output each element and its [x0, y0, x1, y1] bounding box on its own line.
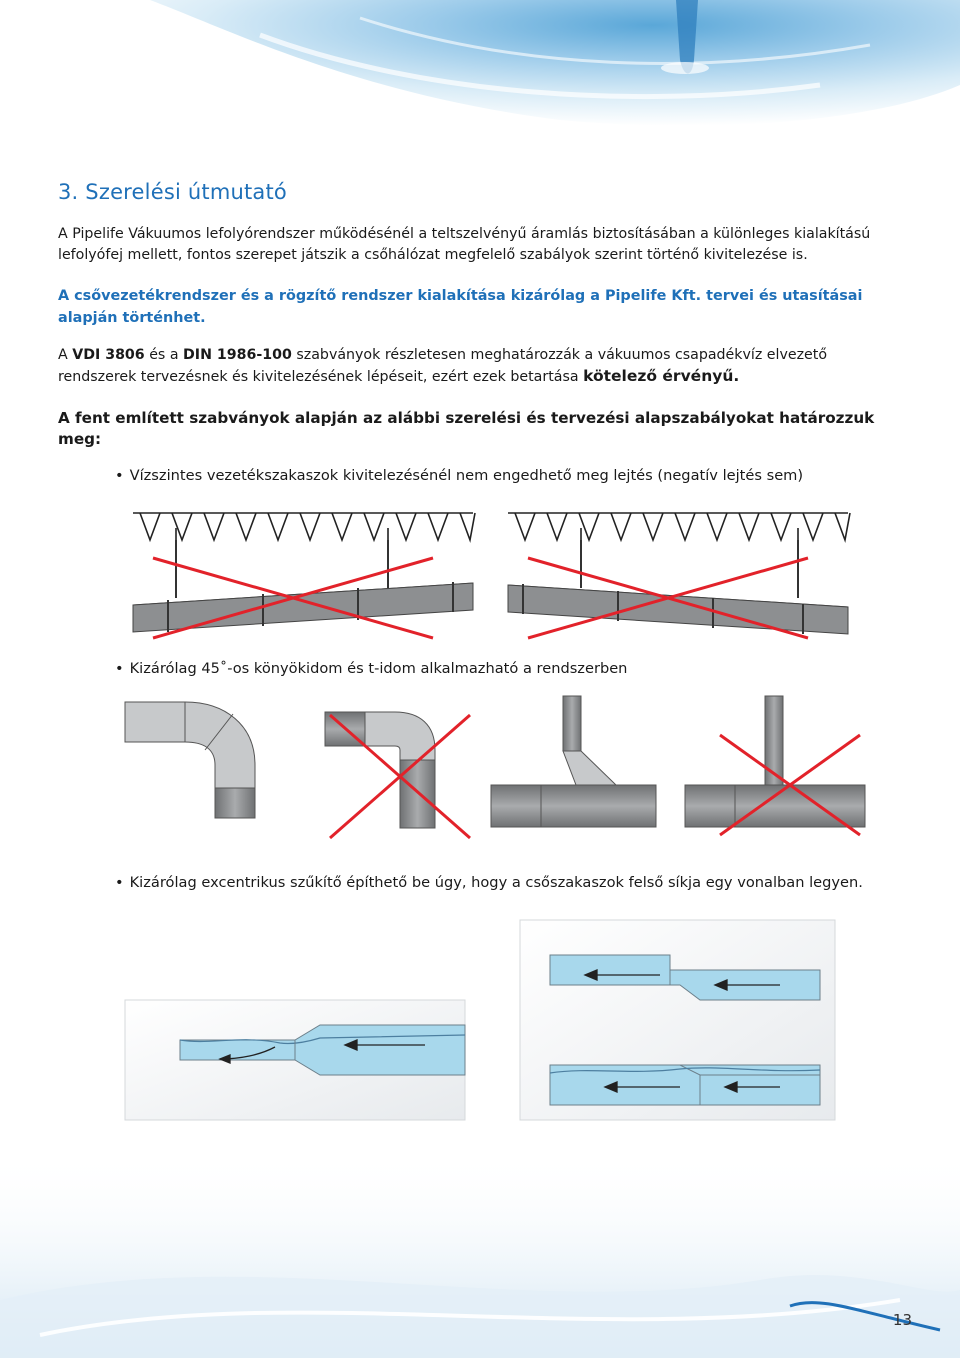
- highlight-paragraph: A csővezetékrendszer és a rögzítő rendszer kialakítása kizárólag a Pipelife Kft. tervei és utasításai alapján történhet.: [58, 288, 863, 326]
- bullet-text: Kizárólag 45˚-os könyökidom és t-idom alkalmazható a rendszerben: [129, 660, 628, 677]
- pipe-left: [133, 583, 473, 632]
- fitting-diagrams: [125, 690, 875, 840]
- tee-45-correct: [491, 696, 656, 827]
- vdi-standard: VDI 3806: [72, 347, 145, 363]
- elbow-90-incorrect: [325, 712, 470, 838]
- reducer-diagrams: [120, 915, 840, 1125]
- elbow-45-correct: [125, 702, 255, 818]
- standards-paragraph: [58, 345, 900, 388]
- section-title: 3. Szerelési útmutató: [58, 180, 287, 204]
- roof-funnels-left: [133, 513, 475, 540]
- bullet-dot: •: [115, 660, 124, 677]
- mandatory-text: kötelező érvényű.: [583, 367, 740, 385]
- hanger-rods-left: [176, 540, 388, 598]
- roof-funnels-right: [508, 513, 850, 540]
- rules-intro: A fent említett szabványok alapján az alábbi szerelési és tervezési alapszabályokat határozzuk meg:: [58, 409, 875, 448]
- tee-90-incorrect: [685, 696, 865, 835]
- slope-diagram-right: [508, 513, 850, 638]
- bullet-dot: •: [115, 467, 124, 484]
- din-standard: DIN 1986-100: [183, 347, 292, 363]
- standards-text-c: szabványok részletesen meghatározzák a vákuumos csapadékvíz elvezető rendszerek tervezésnek és kivitelezésének lépéseit, ezért ezek betartása: [58, 347, 828, 385]
- slope-diagram-left: [133, 513, 475, 638]
- intro-paragraph: A Pipelife Vákuumos lefolyórendszer működésénél a teltszelvényű áramlás biztosításában a különleges kialakítású lefolyófej mellett, fontos szerepet játszik a csőhálózat megfelelő szabályok szerint történő kivitelezése is.: [58, 226, 871, 263]
- standards-text-b: és a: [144, 347, 184, 363]
- standards-text-a: A: [58, 347, 73, 363]
- page-number: 13: [892, 1311, 912, 1329]
- bullet-text: Kizárólag excentrikus szűkítő építhető be úgy, hogy a csőszakaszok felső síkja egy vonalban legyen.: [129, 874, 863, 891]
- slope-diagrams: [128, 510, 848, 640]
- bullet-no-slope: [115, 467, 803, 484]
- bullet-fittings: [115, 660, 627, 677]
- bullet-dot: •: [115, 874, 124, 891]
- bullet-text: Vízszintes vezetékszakaszok kivitelezésénél nem engedhető meg lejtés (negatív lejtés sem): [129, 467, 804, 484]
- bullet-reducer: [115, 874, 863, 891]
